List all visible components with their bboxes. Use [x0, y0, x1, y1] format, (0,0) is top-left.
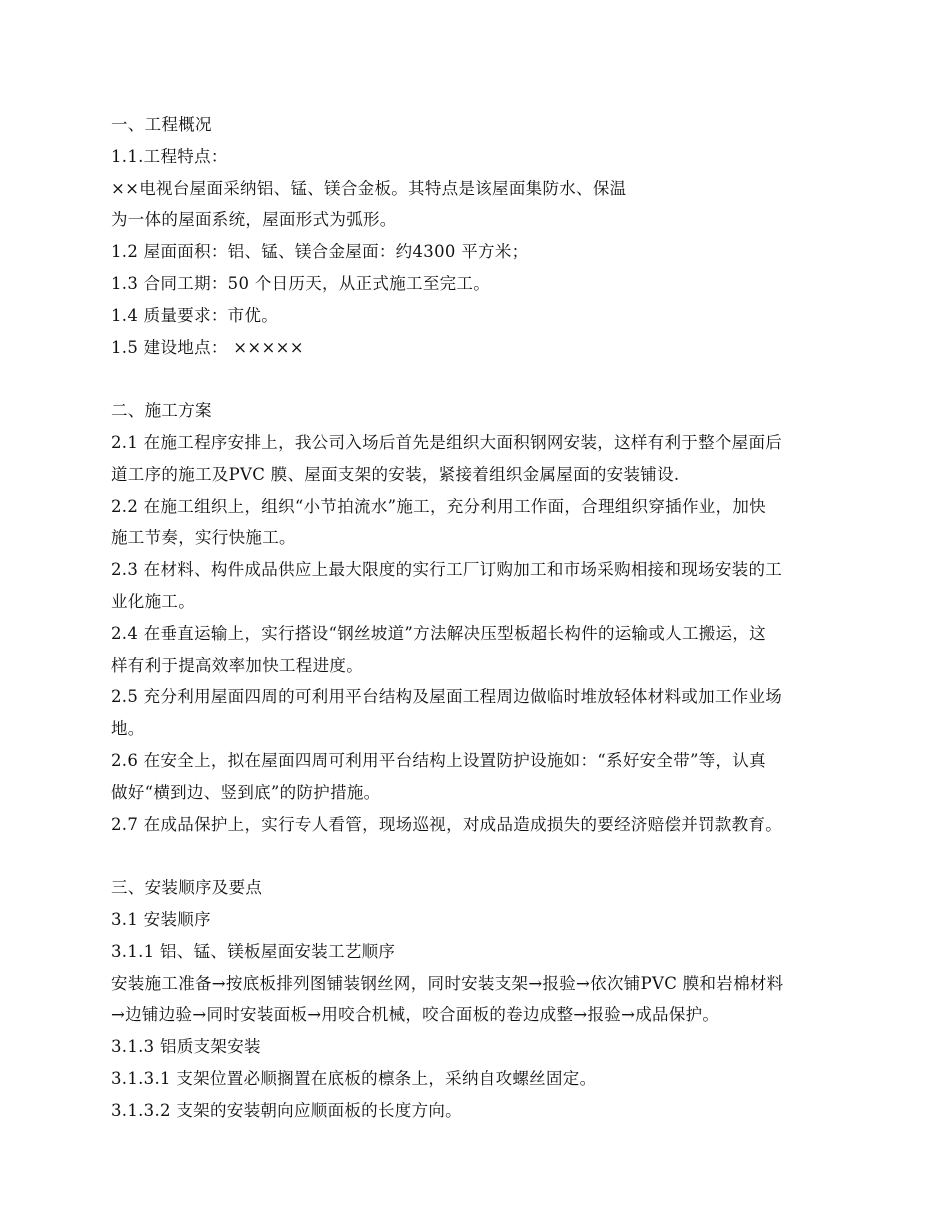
paragraph-line: 2.1 在施工程序安排上，我公司入场后首先是组织大面积钢网安装，这样有利于整个屋面后: [111, 432, 783, 452]
paragraph-line: 为一体的屋面系统，屋面形式为弧形。: [111, 210, 397, 230]
paragraph-line: 3.1 安装顺序: [111, 909, 211, 929]
paragraph-line: 3.1.3.1 支架位置必顺搁置在底板的檩条上，采纳自攻螺丝固定。: [111, 1068, 597, 1088]
paragraph-line: 安装施工准备→按底板排列图铺装钢丝网，同时安装支架→报验→依次铺PVC 膜和岩棉材料: [111, 973, 784, 993]
paragraph-line: 做好“横到边、竖到底”的防护措施。: [111, 782, 381, 802]
paragraph-line: 2.2 在施工组织上，组织“小节拍流水”施工，充分利用工作面，合理组织穿插作业，加快: [111, 496, 766, 516]
paragraph-line: 2.3 在材料、构件成品供应上最大限度的实行工厂订购加工和市场采购相接和现场安装的工: [111, 560, 783, 580]
paragraph-line: 1.2 屋面面积：铝、锰、镁合金屋面：约4300 平方米；: [111, 242, 529, 262]
section-spacer: [111, 840, 861, 872]
paragraph-line: 1.1.工程特点：: [111, 146, 228, 166]
document-page: [111, 109, 861, 1127]
section-heading-install: 三、安装顺序及要点: [111, 878, 263, 898]
paragraph-line: 施工节奏，实行快施工。: [111, 528, 296, 548]
paragraph-line: 道工序的施工及PVC 膜、屋面支架的安装，紧接着组织金属屋面的安装铺设.: [111, 464, 680, 484]
paragraph-line: 1.5 建设地点： ×××××: [111, 337, 304, 357]
paragraph-line: 3.1.3 铝质支架安装: [111, 1037, 261, 1057]
paragraph-line: 地。: [111, 719, 145, 739]
paragraph-line: 1.3 合同工期：50 个日历天，从正式施工至完工。: [111, 273, 491, 293]
paragraph-line: 业化施工。: [111, 591, 195, 611]
paragraph-line: ××电视台屋面采纳铝、锰、镁合金板。其特点是该屋面集防水、保温: [111, 178, 627, 198]
paragraph-line: 3.1.1 铝、锰、镁板屋面安装工艺顺序: [111, 941, 396, 961]
paragraph-line: 2.7 在成品保护上，实行专人看管，现场巡视，对成品造成损失的要经济赔偿并罚款教育。: [111, 814, 783, 834]
section-heading-plan: 二、施工方案: [111, 401, 212, 421]
section-heading-overview: 一、工程概况: [111, 115, 212, 134]
paragraph-line: →边铺边验→同时安装面板→用咬合机械，咬合面板的卷边成整→报验→成品保护。: [111, 1005, 720, 1025]
paragraph-line: 2.4 在垂直运输上，实行搭设“钢丝坡道”方法解决压型板超长构件的运输或人工搬运，这: [111, 623, 766, 643]
paragraph-line: 1.4 质量要求：市优。: [111, 305, 279, 325]
paragraph-line: 2.5 充分利用屋面四周的可利用平台结构及屋面工程周边做临时堆放轻体材料或加工作业场: [111, 687, 783, 707]
paragraph-line: 样有利于提高效率加快工程进度。: [111, 655, 363, 675]
paragraph-line: 3.1.3.2 支架的安装朝向应顺面板的长度方向。: [111, 1100, 462, 1120]
paragraph-line: 2.6 在安全上，拟在屋面四周可利用平台结构上设置防护设施如：“系好安全带”等，认真: [111, 750, 766, 770]
section-spacer: [111, 363, 861, 395]
